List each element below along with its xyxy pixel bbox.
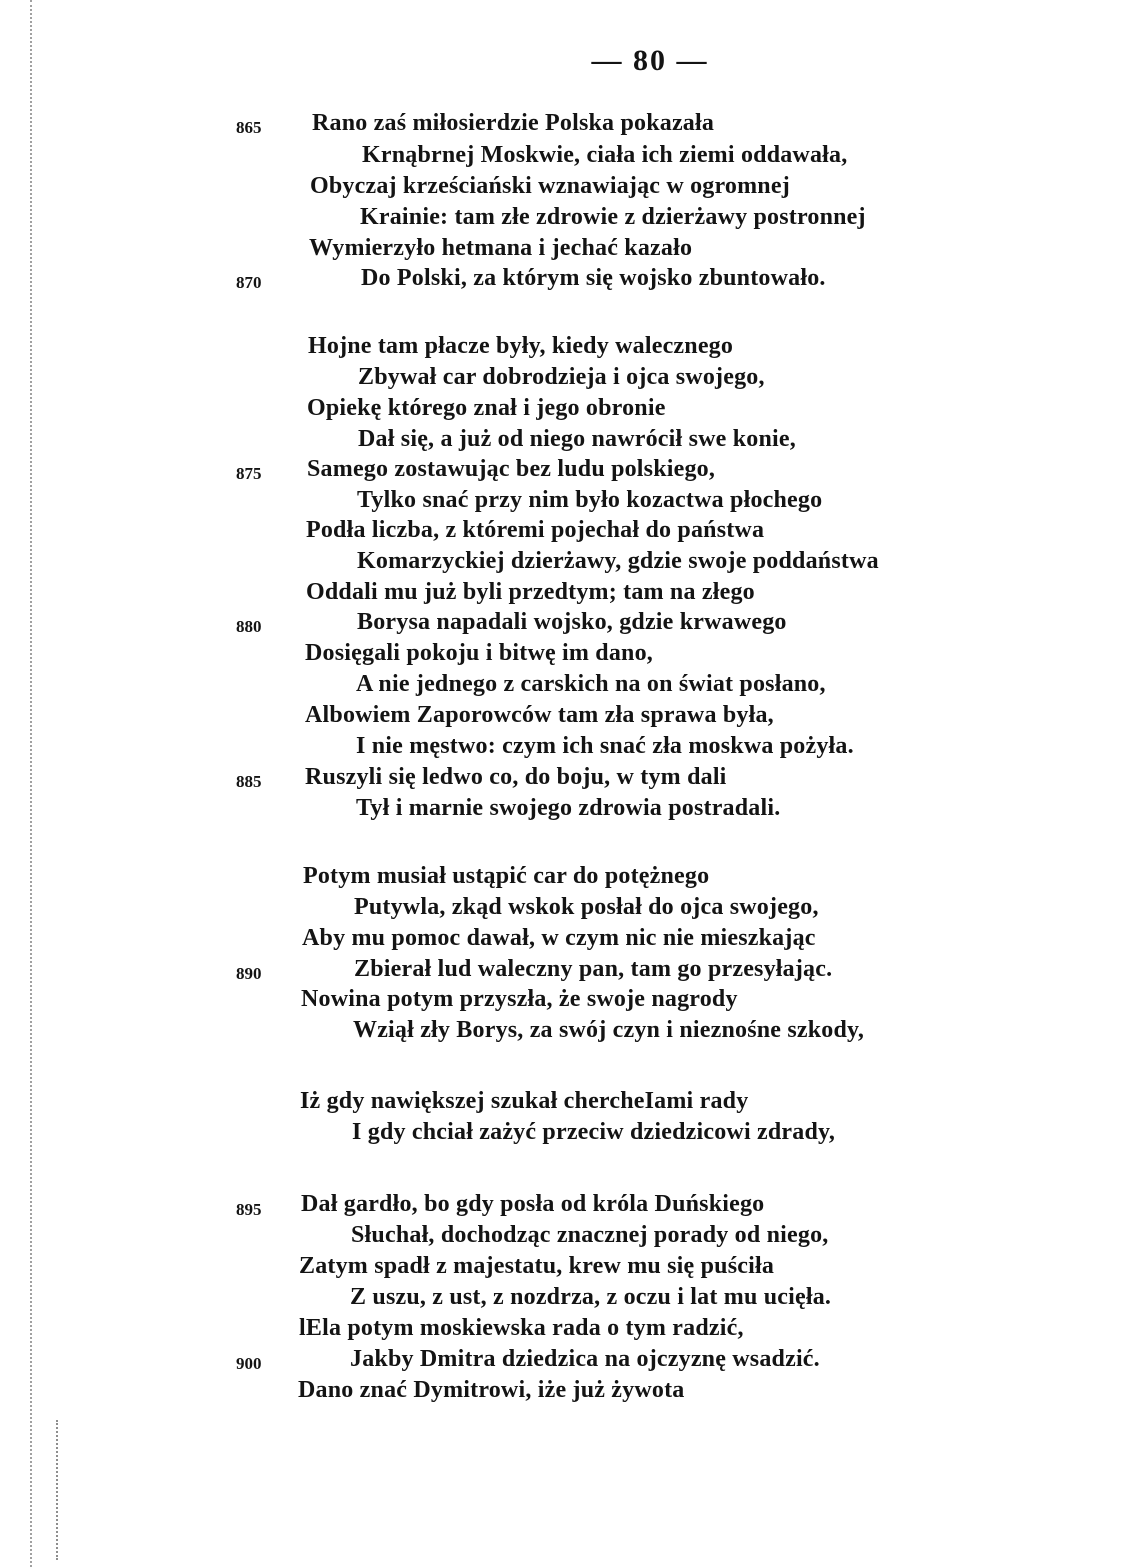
line-number: 900 <box>236 1354 262 1373</box>
binding-edge-lower <box>56 1420 64 1560</box>
verse-line: Putywla, zkąd wskok posłał do ojca swojego, <box>354 894 819 920</box>
line-number: 890 <box>236 964 262 983</box>
verse-line: Rano zaś miłosierdzie Polska pokazała <box>312 110 715 136</box>
line-number: 875 <box>236 464 262 483</box>
verse-line: Opiekę którego znał i jego obronie <box>307 395 666 421</box>
verse-line: Potym musiał ustąpić car do potężnego <box>303 863 710 889</box>
verse-line: Dał gardło, bo gdy posła od króla Duńskiego <box>301 1191 765 1217</box>
verse-line: Dosięgali pokoju i bitwę im dano, <box>305 640 653 666</box>
verse-line: Iż gdy nawiększej szukał chercheIami rady <box>300 1088 749 1114</box>
verse-line: Tył i marnie swojego zdrowia postradali. <box>356 795 781 821</box>
verse-line: Wziął zły Borys, za swój czyn i nieznośne szkody, <box>353 1017 865 1043</box>
verse-line: A nie jednego z carskich na on świat posłano, <box>356 671 826 697</box>
verse-line: Dał się, a już od niego nawrócił swe konie, <box>358 426 796 452</box>
verse-line: Nowina potym przyszła, że swoje nagrody <box>301 986 738 1012</box>
verse-line: Oddali mu już byli przedtym; tam na złego <box>306 579 755 605</box>
verse-line: I nie męstwo: czym ich snać zła moskwa pożyła. <box>356 733 854 759</box>
verse-line: Tylko snać przy nim było kozactwa płochego <box>357 487 823 513</box>
verse-line: Albowiem Zaporowców tam zła sprawa była, <box>305 702 774 728</box>
verse-line: Aby mu pomoc dawał, w czym nic nie mieszkając <box>302 925 816 951</box>
verse-line: lEla potym moskiewska rada o tym radzić, <box>299 1315 744 1341</box>
verse-line: Zbierał lud waleczny pan, tam go przesyłając. <box>354 956 833 982</box>
binding-edge <box>30 0 38 1567</box>
verse-line: Borysa napadali wojsko, gdzie krwawego <box>357 609 787 635</box>
verse-line: Do Polski, za którym się wojsko zbuntowało. <box>361 265 826 291</box>
verse-line: Krnąbrnej Moskwie, ciała ich ziemi oddawała, <box>362 142 848 168</box>
verse-line: Podła liczba, z któremi pojechał do państwa <box>306 517 765 543</box>
verse-line: Jakby Dmitra dziedzica na ojczyznę wsadzić. <box>350 1346 820 1372</box>
verse-line: Zatym spadł z majestatu, krew mu się puściła <box>299 1253 775 1279</box>
verse-line: Zbywał car dobrodzieja i ojca swojego, <box>358 364 765 390</box>
verse-line: Wymierzyło hetmana i jechać kazało <box>309 235 693 261</box>
verse-line: I gdy chciał zażyć przeciw dziedzicowi zdrady, <box>352 1119 836 1145</box>
line-number: 885 <box>236 772 262 791</box>
verse-line: Słuchał, dochodząc znacznej porady od niego, <box>351 1222 829 1248</box>
verse-line: Komarzyckiej dzierżawy, gdzie swoje poddaństwa <box>357 548 879 574</box>
verse-line: Ruszyli się ledwo co, do boju, w tym dali <box>305 764 727 790</box>
verse-line: Samego zostawując bez ludu polskiego, <box>307 456 716 482</box>
line-number: 870 <box>236 273 262 292</box>
line-number: 895 <box>236 1200 262 1219</box>
line-number: 865 <box>236 118 262 137</box>
verse-line: Obyczaj krześciański wznawiając w ogromnej <box>310 173 790 199</box>
verse-line: Hojne tam płacze były, kiedy walecznego <box>308 333 734 359</box>
line-number: 880 <box>236 617 262 636</box>
verse-line: Krainie: tam złe zdrowie z dzierżawy postronnej <box>360 204 866 230</box>
verse-line: Z uszu, z ust, z nozdrza, z oczu i lat mu ucięła. <box>350 1284 832 1310</box>
page-number: — 80 — <box>591 44 709 77</box>
verse-line: Dano znać Dymitrowi, iże już żywota <box>298 1377 685 1403</box>
